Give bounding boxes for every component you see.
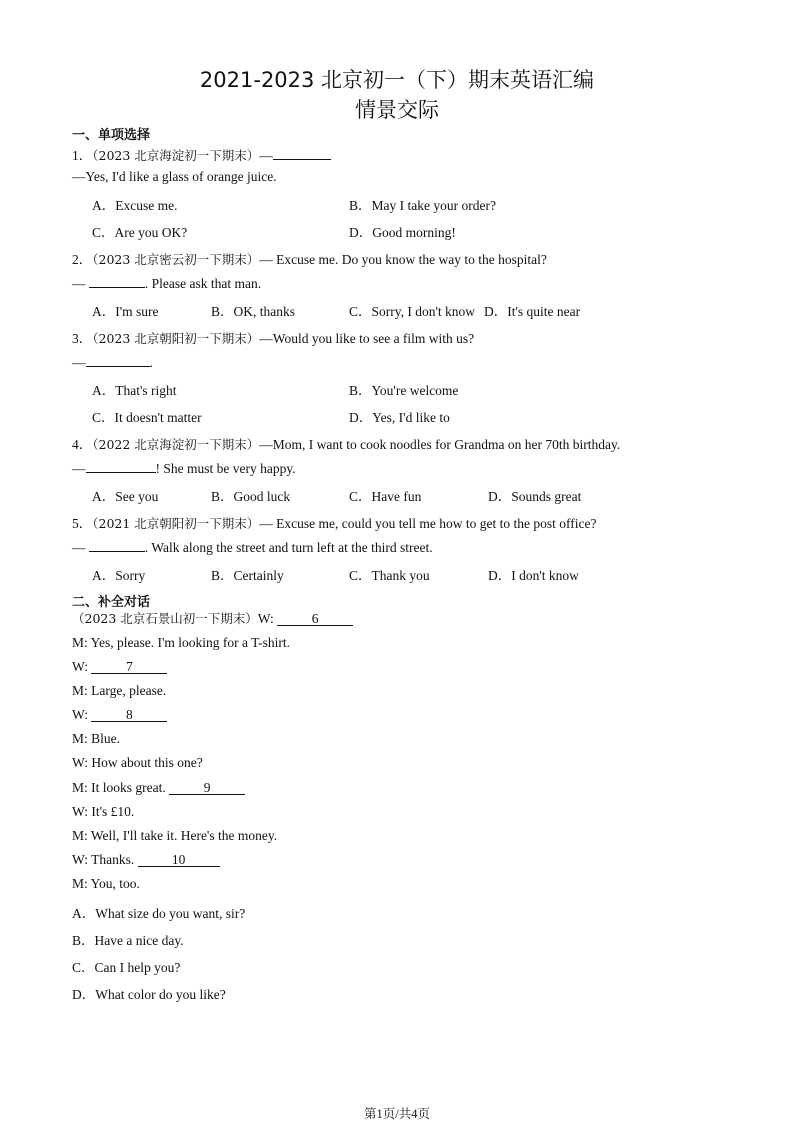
document-subtitle: 情景交际 bbox=[355, 98, 439, 122]
question-source: （2023 北京朝阳初一下期末） bbox=[92, 331, 260, 346]
speaker-label: W: bbox=[72, 659, 92, 674]
dialog-line-12: M: You, too. bbox=[72, 876, 140, 891]
reply-text: . bbox=[149, 355, 153, 370]
question-text: — Excuse me, could you tell me how to get to the post office? bbox=[259, 516, 597, 531]
dialog-option-a: A．What size do you want, sir? bbox=[72, 906, 246, 921]
question-2-stem bbox=[72, 248, 547, 268]
question-5-reply bbox=[72, 539, 433, 556]
dialog-source: （2023 北京石景山初一下期末） bbox=[72, 611, 258, 626]
answer-blank-10: 10 bbox=[138, 854, 220, 867]
dialog-line-5 bbox=[72, 707, 167, 723]
question-1-option-c: C．Are you OK? bbox=[92, 225, 188, 240]
question-1-option-b: B．May I take your order? bbox=[349, 198, 496, 213]
reply-prefix: — bbox=[72, 540, 89, 555]
question-3-option-a: A．That's right bbox=[92, 383, 177, 398]
section-heading-dialog: 二、补全对话 bbox=[72, 595, 151, 610]
answer-blank-6: 6 bbox=[277, 613, 353, 626]
dialog-line-6: M: Blue. bbox=[72, 731, 121, 746]
speaker-text: W: Thanks. bbox=[72, 852, 138, 867]
question-2-option-c: C．Sorry, I don't know bbox=[349, 304, 476, 319]
dialog-line-2: M: Yes, please. I'm looking for a T-shirt. bbox=[72, 635, 291, 650]
question-4-option-b: B．Good luck bbox=[211, 489, 291, 504]
question-2-reply bbox=[72, 275, 261, 292]
dialog-line-11 bbox=[72, 852, 220, 868]
question-source: （2023 北京海淀初一下期末） bbox=[92, 148, 260, 163]
answer-blank bbox=[89, 539, 145, 552]
question-2-option-b: B．OK, thanks bbox=[211, 304, 295, 319]
question-5-option-a: A．Sorry bbox=[92, 568, 146, 583]
answer-blank bbox=[86, 460, 156, 473]
dialog-line-3 bbox=[72, 659, 167, 675]
dialog-line-8 bbox=[72, 780, 245, 796]
question-5-option-c: C．Thank you bbox=[349, 568, 430, 583]
dialog-option-d: D．What color do you like? bbox=[72, 987, 226, 1002]
question-1-option-a: A．Excuse me. bbox=[92, 198, 178, 213]
reply-text: . Walk along the street and turn left at the third street. bbox=[144, 540, 433, 555]
question-3-option-c: C．It doesn't matter bbox=[92, 410, 202, 425]
answer-blank bbox=[273, 147, 331, 160]
question-2-option-d: D．It's quite near bbox=[484, 304, 581, 319]
reply-prefix: — bbox=[72, 355, 86, 370]
reply-prefix: — bbox=[72, 461, 86, 476]
question-number: 2． bbox=[72, 252, 93, 267]
document-title: 2021-2023 北京初一（下）期末英语汇编 bbox=[199, 68, 595, 92]
question-3-option-d: D．Yes, I'd like to bbox=[349, 410, 450, 425]
speaker-label: W: bbox=[257, 611, 278, 626]
dialog-line-9: W: It's £10. bbox=[72, 804, 135, 819]
dialog-line-7: W: How about this one? bbox=[72, 755, 203, 770]
question-number: 4． bbox=[72, 437, 93, 452]
question-source: （2021 北京朝阳初一下期末） bbox=[92, 516, 260, 531]
answer-blank-9: 9 bbox=[169, 782, 245, 795]
question-4-option-c: C．Have fun bbox=[349, 489, 422, 504]
question-text: —Would you like to see a film with us? bbox=[259, 331, 475, 346]
question-5-stem bbox=[72, 512, 596, 532]
question-number: 5． bbox=[72, 516, 93, 531]
question-number: 1． bbox=[72, 148, 93, 163]
dialog-line-1 bbox=[72, 609, 353, 627]
question-source: （2022 北京海淀初一下期末） bbox=[92, 437, 260, 452]
dialog-option-c: C．Can I help you? bbox=[72, 960, 181, 975]
speaker-label: W: bbox=[72, 707, 92, 722]
question-4-stem bbox=[72, 433, 620, 453]
answer-blank bbox=[86, 354, 150, 367]
question-4-reply bbox=[72, 460, 296, 477]
question-source: （2023 北京密云初一下期末） bbox=[92, 252, 260, 267]
question-text: — bbox=[259, 148, 273, 163]
speaker-text: M: It looks great. bbox=[72, 780, 170, 795]
question-4-option-d: D．Sounds great bbox=[488, 489, 582, 504]
section-heading-single-choice: 一、单项选择 bbox=[72, 128, 151, 143]
dialog-option-b: B．Have a nice day. bbox=[72, 933, 184, 948]
question-5-option-b: B．Certainly bbox=[211, 568, 284, 583]
reply-text: . Please ask that man. bbox=[144, 276, 262, 291]
page-number-footer: 第1页/共4页 bbox=[364, 1107, 430, 1121]
question-3-reply bbox=[72, 354, 153, 371]
question-1-stem bbox=[72, 144, 331, 164]
question-text: — Excuse me. Do you know the way to the hospital? bbox=[259, 252, 547, 267]
answer-blank-8: 8 bbox=[91, 709, 167, 722]
question-1-option-d: D．Good morning! bbox=[349, 225, 456, 240]
dialog-line-10: M: Well, I'll take it. Here's the money. bbox=[72, 828, 278, 843]
question-5-option-d: D．I don't know bbox=[488, 568, 579, 583]
question-1-reply: —Yes, I'd like a glass of orange juice. bbox=[72, 169, 277, 184]
question-4-option-a: A．See you bbox=[92, 489, 159, 504]
reply-prefix: — bbox=[72, 276, 89, 291]
dialog-line-4: M: Large, please. bbox=[72, 683, 167, 698]
question-3-stem bbox=[72, 327, 474, 347]
reply-text: ! She must be very happy. bbox=[155, 461, 296, 476]
question-text: —Mom, I want to cook noodles for Grandma on her 70th birthday. bbox=[259, 437, 621, 452]
answer-blank bbox=[89, 275, 145, 288]
question-number: 3． bbox=[72, 331, 93, 346]
question-3-option-b: B．You're welcome bbox=[349, 383, 459, 398]
answer-blank-7: 7 bbox=[91, 661, 167, 674]
question-2-option-a: A．I'm sure bbox=[92, 304, 159, 319]
